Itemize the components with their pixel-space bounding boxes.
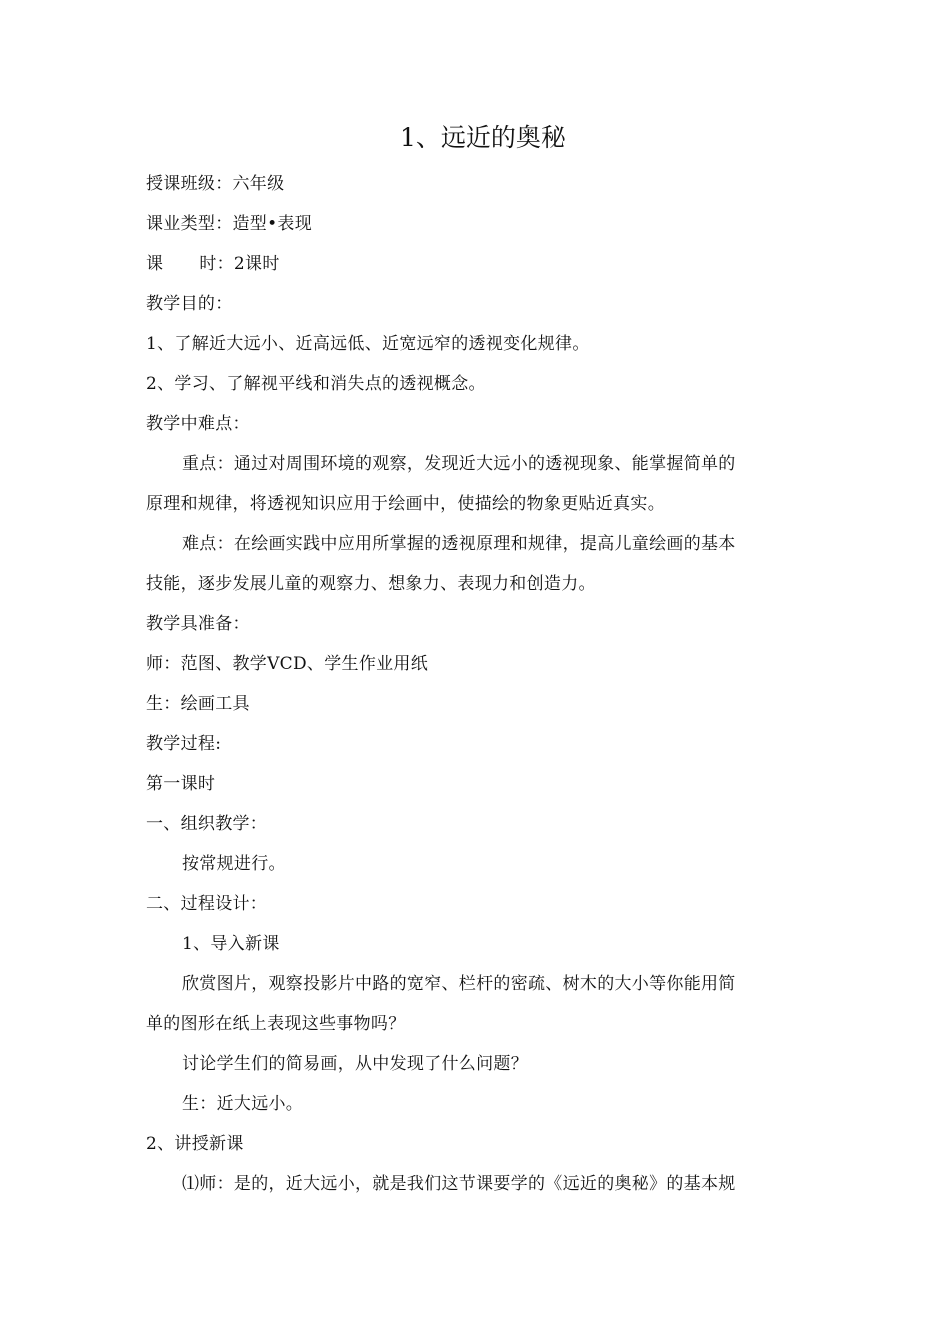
hard-point-line-2: 技能，逐步发展儿童的观察力、想象力、表现力和创造力。 [146,574,596,594]
goals-heading: 教学目的： [146,294,233,314]
document-page [146,120,800,1204]
prep-heading: 教学具准备： [146,614,250,634]
goal-item-2: 2、学习、了解视平线和消失点的透视概念。 [146,374,486,394]
prep-student: 生：绘画工具 [146,694,250,714]
type-info: 课业类型：造型•表现 [146,214,313,234]
sub-2-heading: 2、讲授新课 [146,1134,244,1154]
step-2-heading: 二、过程设计： [146,894,268,914]
hours-info [146,244,800,284]
sub-1-body-line-2: 单的图形在纸上表现这些事物吗？ [146,1014,406,1034]
key-point-line-2: 原理和规律，将透视知识应用于绘画中，使描绘的物象更贴近真实。 [146,494,665,514]
sub-2-body-line-1: ⑴师：是的，近大远小，就是我们这节课要学的《远近的奥秘》的基本规 [182,1174,736,1194]
sub-1-answer: 生：近大远小。 [182,1094,304,1114]
hard-point-line-1: 难点：在绘画实践中应用所掌握的透视原理和规律，提高儿童绘画的基本 [182,534,736,554]
prep-teacher: 师：范图、教学VCD、学生作业用纸 [146,654,429,674]
process-heading: 教学过程: [146,734,222,754]
hours-suffix: 时：2课时 [199,254,280,274]
document-title: 1、远近的奥秘 [400,123,566,152]
lesson-one-heading: 第一课时 [146,774,216,794]
hours-prefix: 课 [146,254,164,274]
sub-1-discuss: 讨论学生们的简易画，从中发现了什么问题？ [182,1054,528,1074]
step-1-heading: 一、组织教学： [146,814,268,834]
sub-1-heading: 1、导入新课 [182,934,280,954]
step-1-body: 按常规进行。 [182,854,286,874]
class-info: 授课班级：六年级 [146,174,285,194]
key-point-line-1: 重点：通过对周围环境的观察，发现近大远小的透视现象、能掌握简单的 [182,454,736,474]
goal-item-1: 1、了解近大远小、近高远低、近宽远窄的透视变化规律。 [146,334,590,354]
sub-1-body-line-1: 欣赏图片，观察投影片中路的宽窄、栏杆的密疏、树木的大小等你能用简 [182,974,736,994]
difficulty-heading: 教学中难点： [146,414,250,434]
